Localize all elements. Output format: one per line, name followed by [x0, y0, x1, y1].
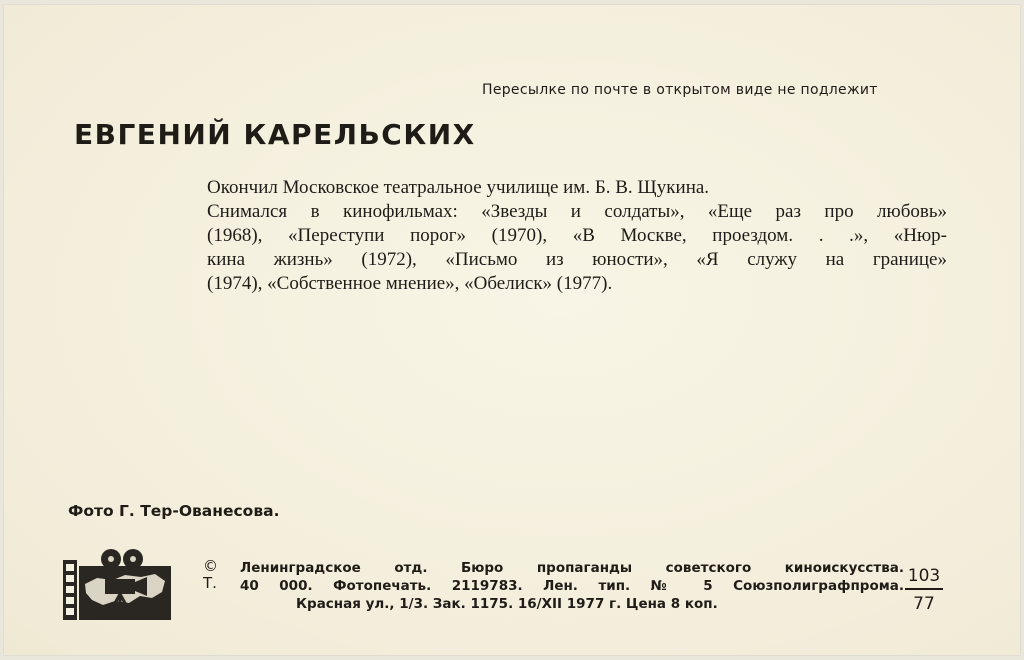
photo-credit: Фото Г. Тер-Ованесова. [68, 502, 280, 520]
fraction-denominator: 77 [913, 594, 935, 614]
copyright-mark [203, 558, 218, 592]
actor-name: ЕВГЕНИЙ КАРЕЛЬСКИХ [74, 118, 476, 151]
bio-line: (1974), «Собственное мнение», «Обелиск» (1977). [207, 273, 613, 294]
bio-line: Снимался в кинофильмах: «Звезды и солдаты», «Еще раз про любовь» [207, 201, 947, 222]
film-camera-over-map-icon [63, 548, 173, 622]
publisher-imprint [240, 559, 904, 613]
bio-line: (1968), «Переступи порог» (1970), «В Москве, проездом. . .», «Нюр- [207, 225, 947, 246]
catalog-fraction [905, 565, 943, 615]
imprint-line: 40 000. Фотопечать. 2119783. Лен. тип. № 5 Союзполиграфпрома. [240, 578, 904, 594]
copyright-letter: Т. [203, 574, 217, 592]
postal-notice: Пересылке по почте в открытом виде не подлежит [482, 82, 878, 98]
postcard [4, 5, 1020, 655]
imprint-line: Красная ул., 1/3. Зак. 1175. 16/XII 1977 г. Цена 8 коп. [296, 596, 718, 612]
fraction-numerator: 103 [905, 565, 943, 590]
copyright-symbol: © [203, 557, 218, 575]
imprint-line: Ленинградское отд. Бюро пропаганды советского киноискусства. [240, 560, 904, 576]
biography [207, 176, 947, 296]
bio-line: кина жизнь» (1972), «Письмо из юности», «Я служу на границе» [207, 249, 947, 270]
bio-line: Окончил Московское театральное училище им. Б. В. Щукина. [207, 177, 710, 198]
